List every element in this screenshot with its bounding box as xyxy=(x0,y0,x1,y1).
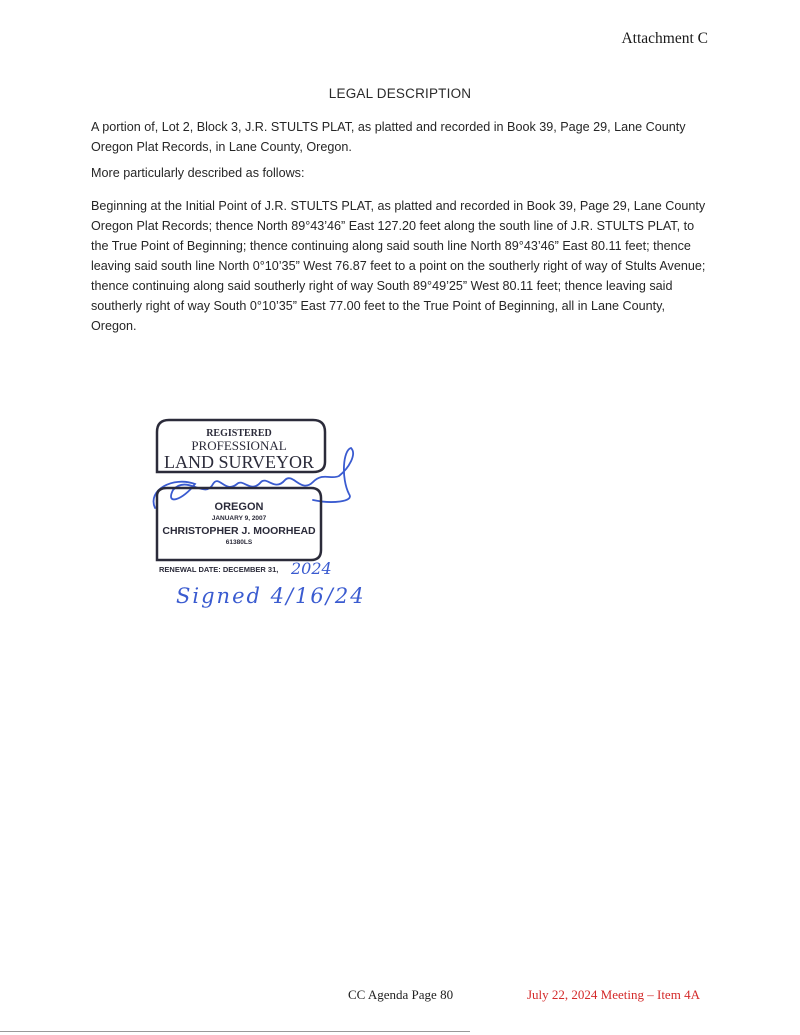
stamp-number: 61380LS xyxy=(225,539,253,546)
stamp-date: JANUARY 9, 2007 xyxy=(211,515,267,522)
stamp-renewal-year: 2024 xyxy=(291,559,332,578)
stamp-line-professional: PROFESSIONAL xyxy=(191,438,287,453)
stamp-name: CHRISTOPHER J. MOORHEAD xyxy=(162,525,316,537)
footer-meeting-item: July 22, 2024 Meeting – Item 4A xyxy=(527,987,700,1002)
description-paragraph-3: Beginning at the Initial Point of J.R. STULTS PLAT, as platted and recorded in Book 39, Page 29, Lane County Oregon Plat Records; thence North 89°43’46” East 127.20 feet along the south line of J.R. STULTS PLAT, to the True Point of Beginning; thence continuing along said south line North 89°43’46” East 80.11 feet; thence leaving said south line North 0°10’35” West 76.87 feet to a point on the southerly right of way of Stults Avenue; thence continuing along said southerly right of way South 89°49’25” West 80.11 feet; thence leaving said southerly right of way South 0°10’35” East 77.00 feet to the True Point of Beginning, all in Lane County, Oregon. xyxy=(91,199,706,333)
signed-date-note: Signed 4/16/24 xyxy=(176,584,366,608)
stamp-renewal: RENEWAL DATE: DECEMBER 31, xyxy=(159,565,279,574)
stamp-line-land-surveyor: LAND SURVEYOR xyxy=(163,452,315,472)
footer-page-number: CC Agenda Page 80 xyxy=(348,987,454,1002)
attachment-label: Attachment C xyxy=(621,30,708,47)
description-paragraph-1: A portion of, Lot 2, Block 3, J.R. STULTS PLAT, as platted and recorded in Book 39, Page 29, Lane County Oregon Plat Records, in Lane County, Oregon. xyxy=(91,120,686,154)
footer-divider xyxy=(0,1031,470,1032)
document-heading: LEGAL DESCRIPTION xyxy=(328,86,472,101)
stamp-state: OREGON xyxy=(214,501,264,513)
stamp-line-registered: REGISTERED xyxy=(206,428,272,439)
description-paragraph-2: More particularly described as follows: xyxy=(91,166,305,180)
